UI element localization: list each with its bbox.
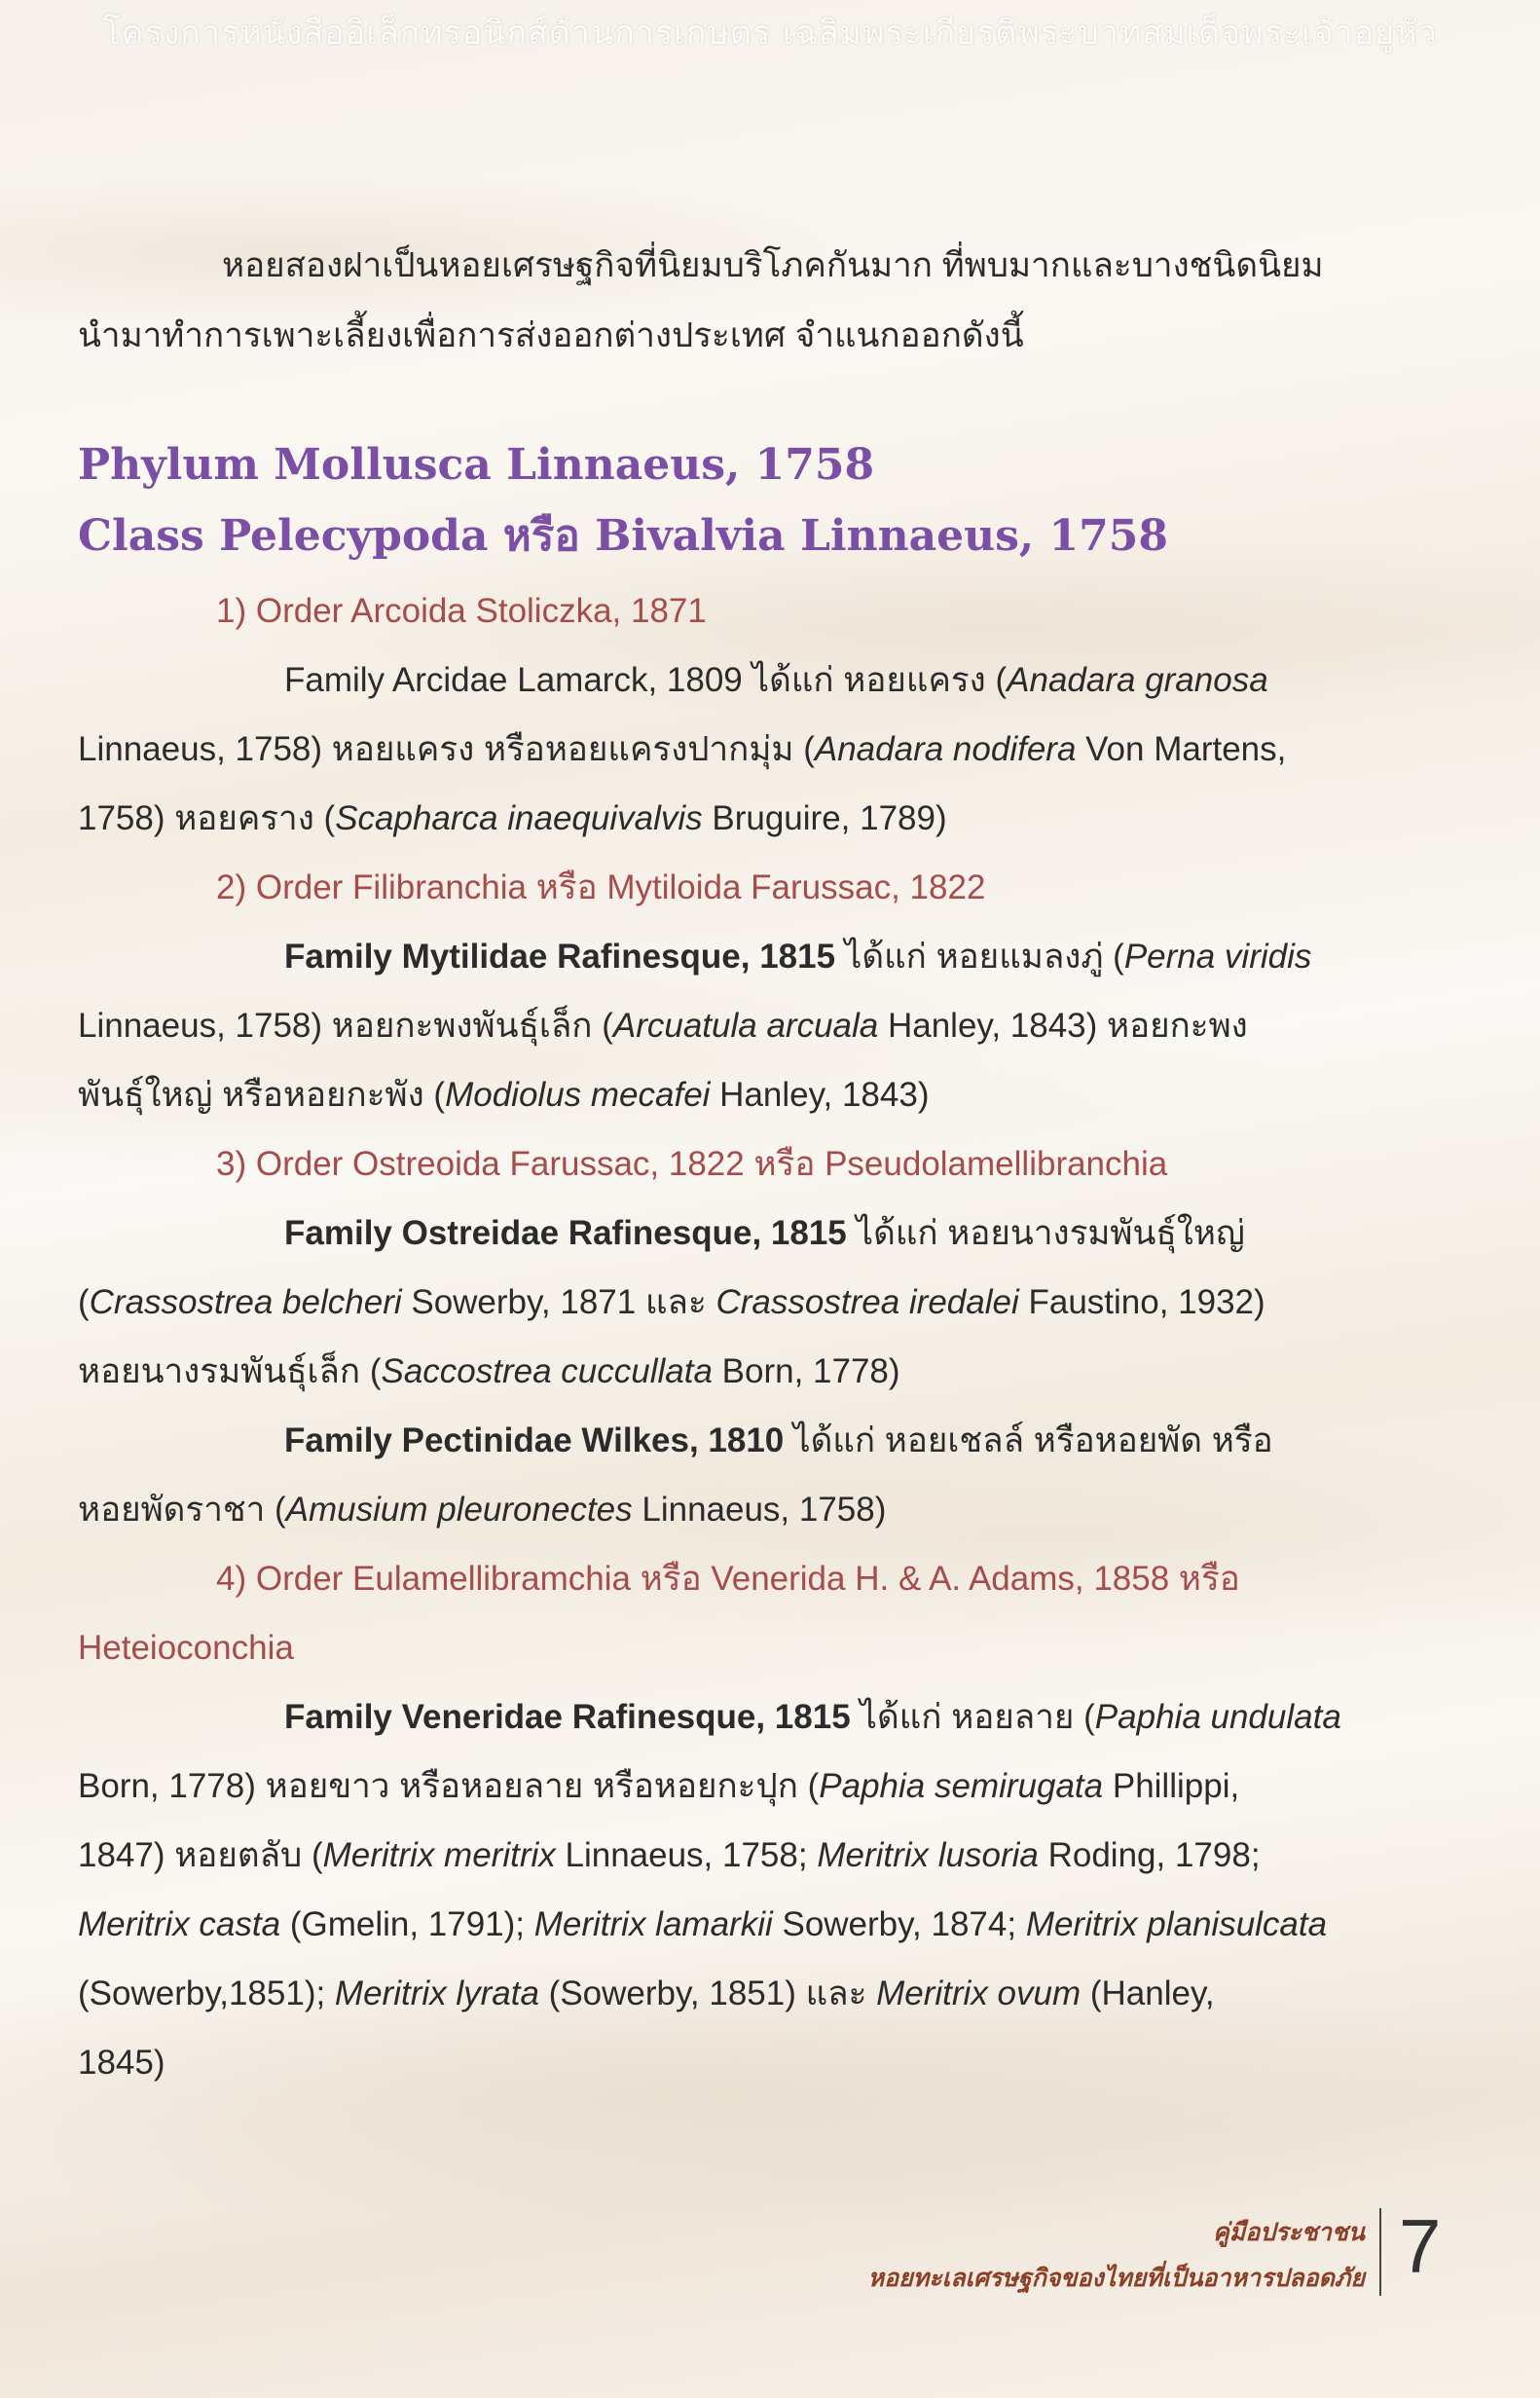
order-4-line-3: 1847) หอยตลับ (Meritrix meritrix Linnaeus, 1758; Meritrix lusoria Roding, 1798; — [78, 1836, 1261, 1874]
header-watermark: โครงการหนังสืออิเล็กทรอนิกส์ด้านการเกษตร เฉลิมพระเกียรติพระบาทสมเด็จพระเจ้าอยู่หัว — [102, 14, 1438, 53]
order-1-line-1: Family Arcidae Lamarck, 1809 ได้แก่ หอยแครง (Anadara granosa — [284, 661, 1268, 699]
footer-guide-label: คู่มือประชาชน — [1212, 2218, 1365, 2246]
order-1-line-2: Linnaeus, 1758) หอยแครง หรือหอยแครงปากมุ่ม (Anadara nodifera Von Martens, — [78, 730, 1287, 768]
order-3-title: 3) Order Ostreoida Farussac, 1822 หรือ Pseudolamellibranchia — [216, 1145, 1168, 1183]
order-4-title-cont: Heteioconchia — [78, 1629, 294, 1667]
order-3-family-2-line-1: Family Pectinidae Wilkes, 1810 ได้แก่ หอยเชลล์ หรือหอยพัด หรือ — [284, 1421, 1273, 1459]
phylum-heading: Phylum Mollusca Linnaeus, 1758 — [78, 440, 875, 490]
order-1-line-3: 1758) หอยคราง (Scapharca inaequivalvis Bruguire, 1789) — [78, 799, 947, 837]
page-number: 7 — [1399, 2203, 1442, 2289]
order-2-line-1: Family Mytilidae Rafinesque, 1815 ได้แก่ หอยแมลงภู่ (Perna viridis — [284, 938, 1312, 976]
footer-book-title: หอยทะเลเศรษฐกิจของไทยที่เป็นอาหารปลอดภัย — [867, 2264, 1365, 2292]
order-4-title: 4) Order Eulamellibramchia หรือ Venerida H. & A. Adams, 1858 หรือ — [216, 1560, 1240, 1598]
order-4-line-6: 1845) — [78, 2044, 165, 2082]
order-3-family-1-line-1: Family Ostreidae Rafinesque, 1815 ได้แก่ หอยนางรมพันธุ์ใหญ่ — [284, 1214, 1245, 1252]
order-3-family-2-line-2: หอยพัดราชา (Amusium pleuronectes Linnaeus, 1758) — [78, 1491, 887, 1529]
order-2-line-2: Linnaeus, 1758) หอยกะพงพันธุ์เล็ก (Arcuatula arcuala Hanley, 1843) หอยกะพง — [78, 1007, 1248, 1045]
order-2-line-3: พันธุ์ใหญ่ หรือหอยกะพัง (Modiolus mecafei Hanley, 1843) — [78, 1076, 930, 1114]
order-3-family-1-line-3: หอยนางรมพันธุ์เล็ก (Saccostrea cuccullata Born, 1778) — [78, 1352, 900, 1390]
footer-divider — [1379, 2208, 1381, 2296]
order-4-line-4: Meritrix casta (Gmelin, 1791); Meritrix lamarkii Sowerby, 1874; Meritrix planisulcata — [78, 1905, 1328, 1943]
order-4-line-1: Family Veneridae Rafinesque, 1815 ได้แก่ หอยลาย (Paphia undulata — [284, 1698, 1341, 1736]
class-heading: Class Pelecypoda หรือ Bivalvia Linnaeus, 1758 — [78, 511, 1168, 561]
order-3-family-1-line-2: (Crassostrea belcheri Sowerby, 1871 และ Crassostrea iredalei Faustino, 1932) — [78, 1283, 1265, 1321]
order-4-line-5: (Sowerby,1851); Meritrix lyrata (Sowerby, 1851) และ Meritrix ovum (Hanley, — [78, 1974, 1215, 2012]
order-4-line-2: Born, 1778) หอยขาว หรือหอยลาย หรือหอยกะปุก (Paphia semirugata Phillippi, — [78, 1767, 1240, 1805]
intro-line-1: หอยสองฝาเป็นหอยเศรษฐกิจที่นิยมบริโภคกันมาก ที่พบมากและบางชนิดนิยม — [222, 246, 1324, 284]
order-2-title: 2) Order Filibranchia หรือ Mytiloida Farussac, 1822 — [216, 868, 986, 906]
order-1-title: 1) Order Arcoida Stoliczka, 1871 — [216, 592, 707, 630]
intro-line-2: นำมาทำการเพาะเลี้ยงเพื่อการส่งออกต่างประเทศ จำแนกออกดังนี้ — [78, 316, 1024, 354]
